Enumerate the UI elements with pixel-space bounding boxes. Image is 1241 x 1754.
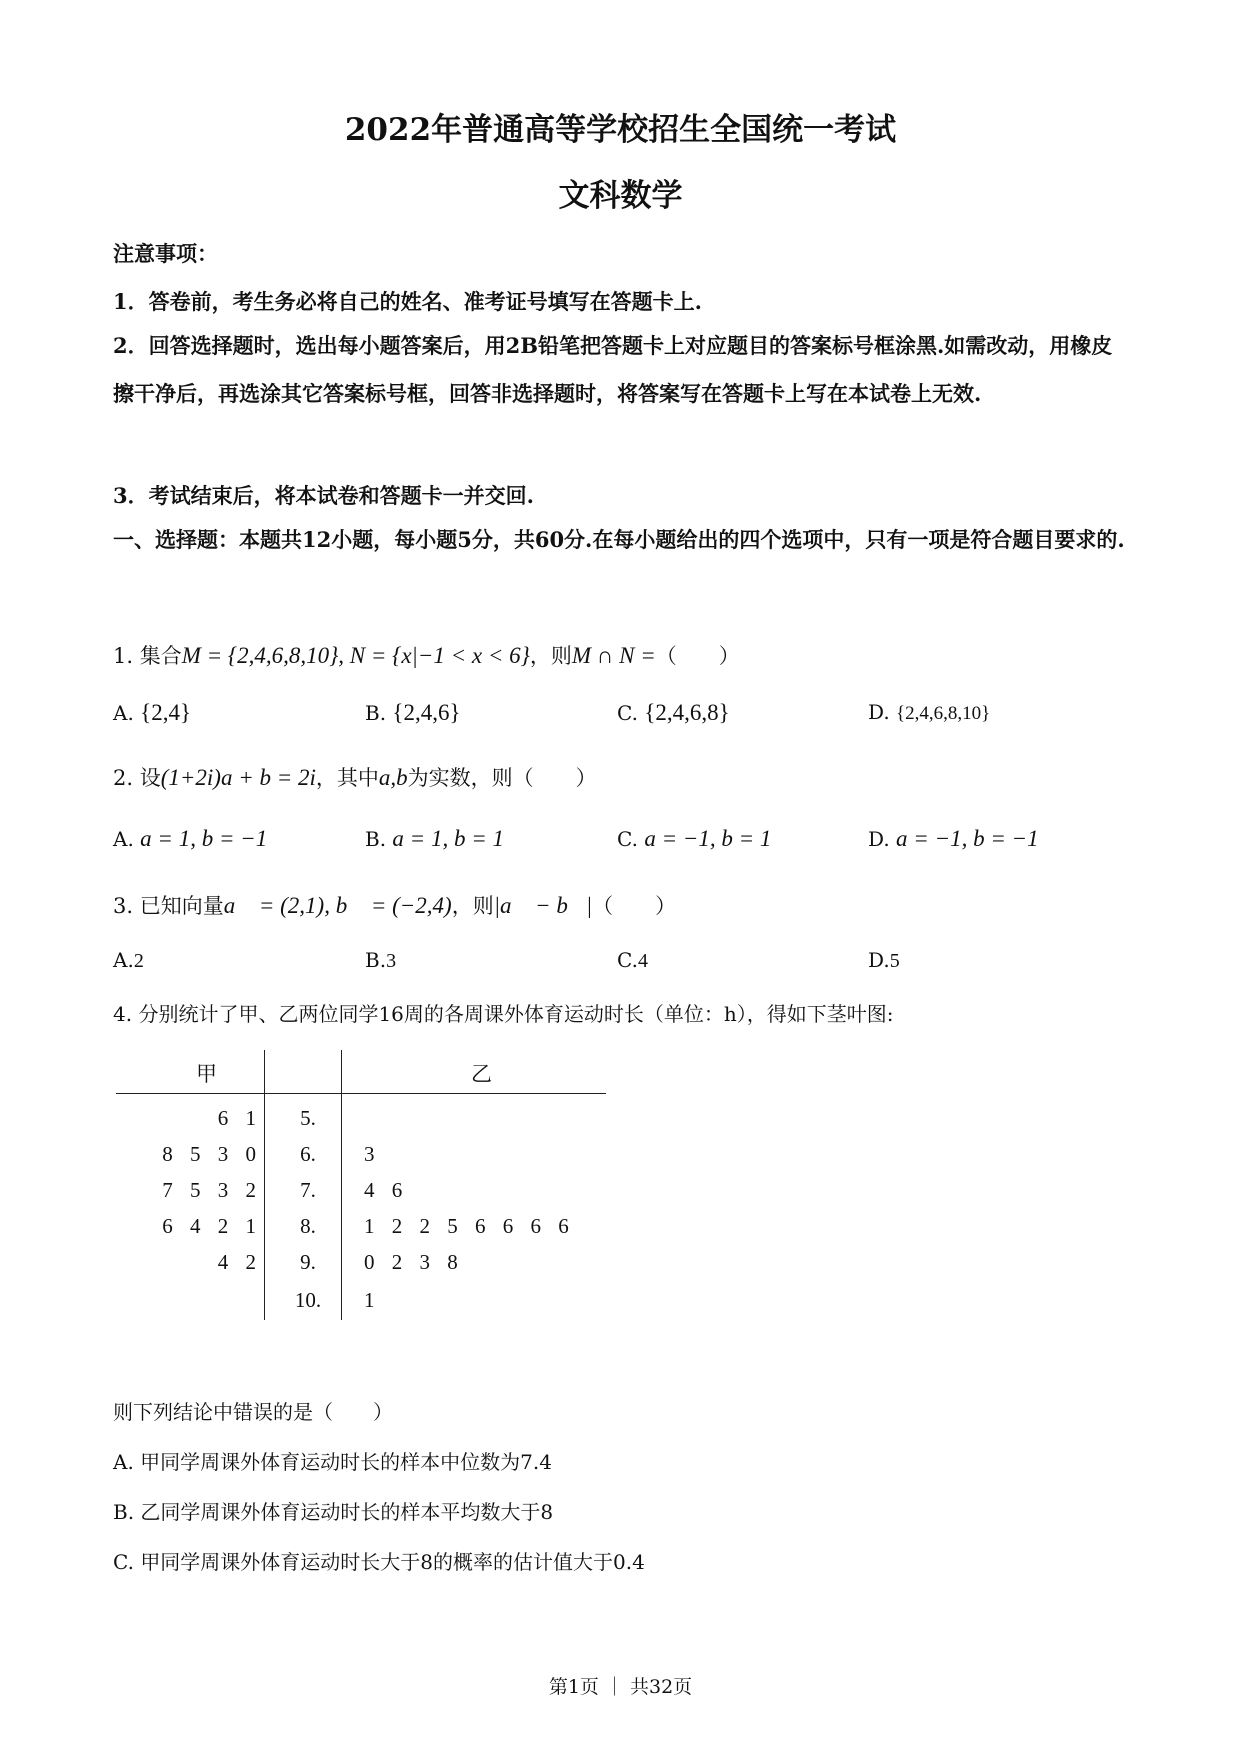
q3-math-norm: |a⃗ − b⃗| <box>493 893 593 918</box>
q1-mid: ，则 <box>529 644 572 668</box>
q2-option-d: D. a = −1, b = −1 <box>868 826 1039 851</box>
section-1-heading: 一、选择题：本题共12小题，每小题5分，共60分.在每小题给出的四个选项中，只有一项是符合题目要求的. <box>113 527 1125 552</box>
q1-math-sets: M = {2,4,6,8,10}, N = {x|−1 < x < 6} <box>181 643 530 668</box>
q1-option-b: B. {2,4,6} <box>365 700 461 725</box>
stem-leaf-row: 7 5 3 2 7. 4 6 <box>162 1178 403 1202</box>
notice-heading: 注意事项： <box>113 241 218 266</box>
question-3 <box>113 890 676 920</box>
stem-leaf-row: 10. 1 <box>294 1288 375 1312</box>
page-footer: 第1页 ｜ 共32页 <box>548 1676 693 1698</box>
q2-option-b: B. a = 1, b = 1 <box>365 826 504 851</box>
q2-prefix: 2. 设 <box>113 766 161 790</box>
q4-option-a: A. 甲同学周课外体育运动时长的样本中位数为7.4 <box>113 1450 552 1474</box>
stem-leaf-row: 8 5 3 0 6. 3 <box>162 1142 375 1166</box>
q1-blank: （ ） <box>655 644 740 668</box>
exam-subtitle: 文科数学 <box>558 178 683 214</box>
q3-option-a: A.2 <box>113 948 144 972</box>
q2-mid: ，其中 <box>315 766 379 790</box>
q1-option-c: C. {2,4,6,8} <box>617 700 730 725</box>
stem-leaf-plot <box>116 1050 616 1340</box>
q4-question: 则下列结论中错误的是（ ） <box>113 1400 393 1424</box>
stem-leaf-left-header: 甲 <box>196 1062 217 1086</box>
question-1 <box>113 640 740 670</box>
q1-math-intersection: M ∩ N = <box>571 643 656 668</box>
stem-leaf-right-header: 乙 <box>471 1062 492 1086</box>
q2-option-c: C. a = −1, b = 1 <box>617 826 772 851</box>
exam-title: 2022年普通高等学校招生全国统一考试 <box>344 112 897 148</box>
q3-option-d: D.5 <box>868 948 900 972</box>
q1-option-d: D. {2,4,6,8,10} <box>868 700 991 724</box>
q3-prefix: 3. 已知向量 <box>113 894 224 918</box>
notice-item-1: 1．答卷前，考生务必将自己的姓名、准考证号填写在答题卡上. <box>113 289 702 314</box>
stem-leaf-row: 4 2 9. 0 2 3 8 <box>217 1250 458 1274</box>
q3-option-b: B.3 <box>365 948 397 972</box>
q3-option-c: C.4 <box>617 948 648 972</box>
q2-math-vars: a,b <box>378 765 408 790</box>
stem-leaf-row: 6 4 2 1 8. 1 2 2 5 6 6 6 6 <box>162 1214 569 1238</box>
stem-leaf-row: 6 1 5. <box>217 1106 316 1130</box>
q1-prefix: 1. 集合 <box>113 644 182 668</box>
question-4-stem: 4. 分别统计了甲、乙两位同学16周的各周课外体育运动时长（单位：h），得如下茎叶图: <box>113 1002 894 1026</box>
stem-leaf-header-rule <box>116 1093 606 1094</box>
q2-option-a: A. a = 1, b = −1 <box>113 826 268 851</box>
q4-option-b: B. 乙同学周课外体育运动时长的样本平均数大于8 <box>113 1500 554 1524</box>
q3-math-vectors: a⃗ = (2,1), b⃗ = (−2,4) <box>223 893 452 918</box>
q4-option-c: C. 甲同学周课外体育运动时长大于8的概率的估计值大于0.4 <box>113 1550 645 1574</box>
notice-item-2: 2．回答选择题时，选出每小题答案后，用2B铅笔把答题卡上对应题目的答案标号框涂黑.如需改动，用橡皮擦干净后，再选涂其它答案标号框，回答非选择题时，将答案写在答题卡上写在本试卷上无效. <box>113 333 1113 406</box>
q3-mid: ，则 <box>451 894 494 918</box>
q2-suffix: 为实数，则（ ） <box>407 766 597 790</box>
notice-item-3: 3．考试结束后，将本试卷和答题卡一并交回. <box>113 483 534 508</box>
q3-blank: （ ） <box>592 894 677 918</box>
question-2 <box>113 762 597 792</box>
q1-option-a: A. {2,4} <box>113 700 192 725</box>
q2-math-equation: (1+2i)a + b = 2i <box>160 765 316 790</box>
